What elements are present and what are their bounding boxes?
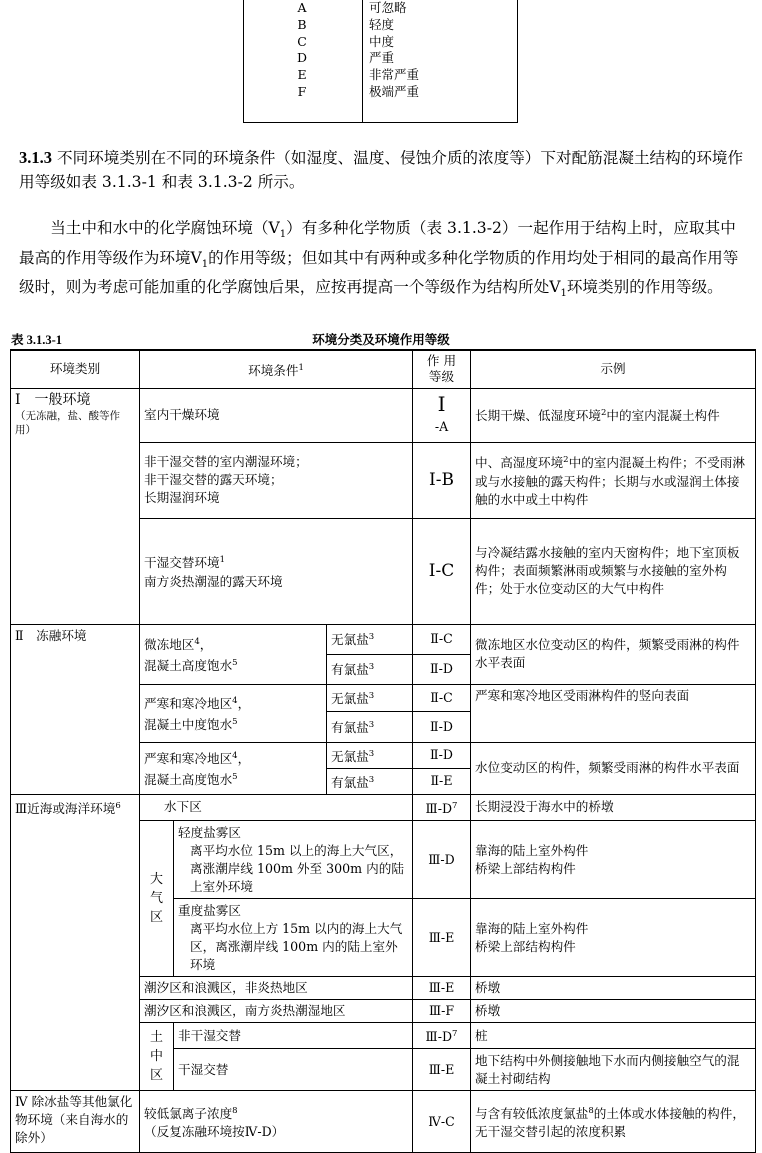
salt-condition: 有氯盐$^3$	[327, 711, 413, 742]
table-row	[243, 34, 517, 51]
env-grade: Ⅱ-E	[413, 768, 471, 794]
env-example: 长期浸没于海水中的桥墩	[471, 794, 756, 820]
table-row	[243, 17, 517, 34]
table-row	[243, 84, 517, 101]
env-category: Ⅱ 冻融环境	[11, 624, 140, 794]
section-paragraph	[19, 217, 747, 306]
env-grade: $Ⅲ-D^7$	[413, 794, 471, 820]
env-condition: 轻度盐雾区 离平均水位 15m 以上的海上大气区，离涨潮岸线 100m 外至 300m 内的陆上室外环境	[174, 821, 413, 899]
env-grade: Ⅲ-E	[413, 1049, 471, 1091]
grade-code: E	[297, 67, 307, 83]
env-example: 水位变动区的构件，频繁受雨淋的构件水平表面	[471, 742, 756, 794]
grade-desc: 严重	[369, 50, 395, 66]
env-condition: 较低氯离子浓度$^8$ （反复冻融环境按Ⅳ-D）	[140, 1091, 413, 1153]
env-condition: 非干湿交替的室内潮湿环境； 非干湿交替的露天环境； 长期湿润环境	[140, 442, 413, 518]
env-grade: Ⅲ-E	[413, 899, 471, 977]
env-condition: 微冻地区$^4$， 混凝土高度饱水$^5$	[140, 624, 327, 684]
table-row	[11, 388, 756, 442]
env-example: 桩	[471, 1023, 756, 1049]
env-grade: Ⅱ-D	[413, 711, 471, 742]
subscript: 1	[201, 258, 209, 270]
env-grade: $Ⅲ-D^7$	[413, 1023, 471, 1049]
table-number: 表 3.1.3-1	[11, 333, 63, 347]
env-condition: 干湿交替	[174, 1049, 413, 1091]
soil-zone-label: 土中区	[140, 1023, 174, 1091]
env-condition: 干湿交替环境$^1$ 南方炎热潮湿的露天环境	[140, 518, 413, 624]
env-example: 长期干燥、低湿度环境$^2$中的室内混凝土构件	[471, 388, 756, 442]
grade-code: B	[297, 16, 307, 32]
table-row	[243, 0, 517, 17]
grade-desc: 极端严重	[369, 83, 420, 99]
grade-desc: 非常严重	[369, 67, 420, 83]
env-grade: Ⅲ-F	[413, 1000, 471, 1023]
header-category: 环境类别	[11, 350, 140, 388]
environment-table	[10, 349, 756, 1153]
env-grade: Ⅲ-D	[413, 821, 471, 899]
subscript: 1	[560, 288, 567, 300]
env-condition: 潮汐区和浪溅区，南方炎热潮湿地区	[140, 1000, 413, 1023]
env-condition: 严寒和寒冷地区$^4$， 混凝土高度饱水$^5$	[140, 742, 327, 794]
paragraph-text: 的作用等级；但如其中有两种或多种化学物质的作用均处于相同的最高作用等级时，则为考虑可能加重的化学腐蚀后果，应按再提高一个等级作为结构所处V	[19, 248, 739, 297]
grade-code: A	[297, 0, 307, 15]
env-condition: 室内干燥环境	[140, 388, 413, 442]
grade-code: F	[297, 83, 307, 99]
env-example: 靠海的陆上室外构件 桥梁上部结构构件	[471, 899, 756, 977]
env-example: 中、高湿度环境$^2$中的室内混凝土构件；不受雨淋或与水接触的露天构件；长期与水或湿润土体接触的水中或土中构件	[471, 442, 756, 518]
table-row	[243, 67, 517, 84]
env-example: 与冷凝结露水接触的室内天窗构件；地下室顶板构件；表面频繁淋雨或频繁与水接触的室外构件；处于水位变动区的大气中构件	[471, 518, 756, 624]
subscript: 1	[279, 229, 287, 241]
salt-condition: 有氯盐$^3$	[327, 768, 413, 794]
env-grade: Ⅰ-C	[413, 518, 471, 624]
grade-desc: 中度	[369, 33, 395, 49]
paragraph-text: 当土中和水中的化学腐蚀环境（V	[50, 219, 280, 237]
salt-condition: 无氯盐$^3$	[327, 624, 413, 654]
atmosphere-zone-label: 大气区	[140, 821, 174, 977]
env-grade: Ⅱ-D	[413, 742, 471, 768]
table-row	[11, 624, 756, 654]
paragraph-text: 不同环境类别在不同的环境条件（如湿度、温度、侵蚀介质的浓度等）下对配筋混凝土结构的环境作用等级如表 3.1.3-1 和表 3.1.3-2 所示。	[19, 149, 744, 191]
header-example: 示例	[471, 350, 756, 388]
env-grade: Ⅰ-B	[413, 442, 471, 518]
env-condition: 非干湿交替	[174, 1023, 413, 1049]
env-category: Ⅰ 一般环境 （无冻融，盐、酸等作用）	[11, 388, 140, 624]
grade-desc: 轻度	[369, 16, 395, 32]
env-example: 地下结构中外侧接触地下水而内侧接触空气的混凝土衬砌结构	[471, 1049, 756, 1091]
env-grade: Ⅱ-C	[413, 624, 471, 654]
env-condition: 重度盐雾区 离平均水位上方 15m 以内的海上大气区，离涨潮岸线 100m 内的陆上室外环境	[174, 899, 413, 977]
salt-condition: 无氯盐$^3$	[327, 684, 413, 711]
paragraph-text: 环境类别的作用等级。	[566, 278, 723, 297]
env-example: 严寒和寒冷地区受雨淋构件的竖向表面	[471, 684, 756, 742]
section-number: 3.1.3	[19, 148, 52, 167]
header-condition: 环境条件$^1$	[140, 350, 413, 388]
env-example: 桥墩	[471, 1000, 756, 1023]
grade-code: D	[296, 50, 308, 66]
env-grade: Ⅱ-C	[413, 684, 471, 711]
grade-code: C	[297, 33, 307, 49]
table-caption	[0, 330, 762, 348]
table-row	[11, 794, 756, 820]
env-grade: Ⅰ -A	[413, 388, 471, 442]
env-category: Ⅳ 除冰盐等其他氯化物环境（来自海水的除外）	[11, 1091, 140, 1153]
table-title: 环境分类及环境作用等级	[312, 332, 450, 347]
env-grade: Ⅲ-E	[413, 977, 471, 1000]
env-example: 桥墩	[471, 977, 756, 1000]
grade-table	[243, 0, 517, 101]
salt-condition: 有氯盐$^3$	[327, 654, 413, 684]
table-row	[243, 50, 517, 67]
env-example: 与含有较低浓度氯盐$^8$的土体或水体接触的构件，无干湿交替引起的浓度积累	[471, 1091, 756, 1153]
env-category: Ⅲ近海或海洋环境$^6$	[11, 794, 140, 1090]
env-example: 微冻地区水位变动区的构件，频繁受雨淋的构件水平表面	[471, 624, 756, 684]
table-row	[11, 1091, 756, 1153]
section-paragraph	[19, 146, 747, 194]
env-condition: 潮汐区和浪溅区，非炎热地区	[140, 977, 413, 1000]
env-grade: Ⅳ-C	[413, 1091, 471, 1153]
env-condition: 水下区	[140, 794, 413, 820]
env-condition: 严寒和寒冷地区$^4$， 混凝土中度饱水$^5$	[140, 684, 327, 742]
salt-condition: 无氯盐$^3$	[327, 742, 413, 768]
table-header-row	[11, 350, 756, 388]
env-example: 靠海的陆上室外构件 桥梁上部结构构件	[471, 821, 756, 899]
grade-desc: 可忽略	[369, 0, 407, 15]
header-grade: 作 用 等级	[413, 350, 471, 388]
env-grade: Ⅱ-D	[413, 654, 471, 684]
paragraph-text: ）有多种化学物质（表 3.1.3-2）一起作用于结构上时，应取其中最高的作用等级作为环境V	[19, 219, 736, 267]
